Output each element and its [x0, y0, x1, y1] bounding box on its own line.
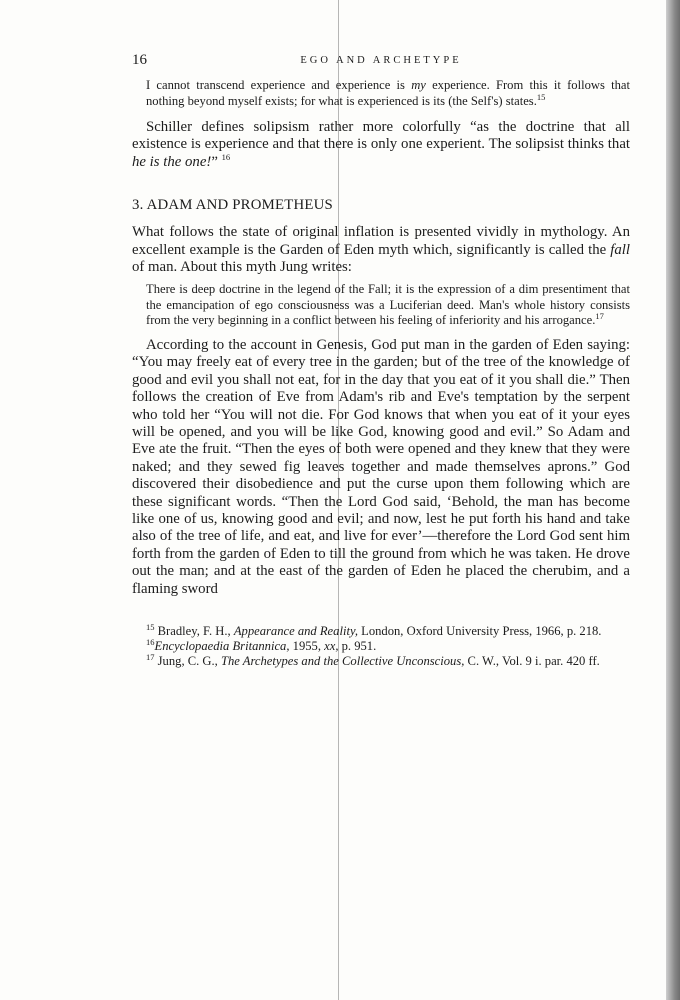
footnote-title: The Archetypes and the Collective Unconscious,	[220, 653, 465, 668]
paragraph-emphasis: is the one!	[149, 153, 212, 170]
page-edge-shadow	[666, 0, 680, 1000]
section-heading: 3. ADAM AND PROMETHEUS	[132, 197, 333, 214]
page-header	[132, 52, 630, 74]
quote-emphasis: my	[411, 78, 426, 92]
running-head: EGO AND ARCHETYPE	[300, 55, 462, 66]
footnote-mark: 15	[146, 621, 155, 632]
quote-text: experience. From this it follows that nothing beyond myself exists; for what is experienced is its (the Self's) states.	[146, 78, 630, 108]
block-quote-solipsism	[146, 78, 630, 109]
quote-text: I cannot transcend experience and experience is	[146, 78, 412, 92]
footnote-17	[132, 651, 630, 669]
footnote-title: Appearance and Reality,	[233, 624, 358, 639]
page-number: 16	[132, 52, 147, 68]
footnote-mark: 17	[146, 651, 155, 662]
quote-text: There is deep doctrine in the legend of the Fall; it is the expression of a dim presentiment that the emancipation of ego consciousness was a Luciferian deed. Man's whole history consists from the very beginning in a conflict between his feeling of inferiority and his arrogance.	[146, 282, 630, 328]
page-content	[132, 52, 630, 668]
footnote-ref: 15	[536, 91, 546, 102]
footnote-text: p. 951.	[338, 638, 377, 653]
footnote-title: Encyclopaedia Britannica,	[154, 638, 290, 653]
paragraph-text: What follows the state of original inflation is presented vividly in mythology. An excellent example is the Garden of Eden myth which, significantly is called the	[132, 224, 630, 258]
paragraph-text: of man. About this myth Jung writes:	[132, 259, 352, 276]
footnote-16	[132, 636, 630, 654]
paragraph-text: Schiller defines solipsism rather more colorfully “as the doctrine that all existence is experience and that there is only one experient. The solipsist thinks that	[132, 119, 630, 153]
footnote-volume: xx,	[324, 638, 339, 653]
paragraph-text: ”	[211, 153, 222, 170]
footnote-15	[132, 621, 630, 639]
footnote-text: Bradley, F. H.,	[154, 624, 234, 639]
footnote-ref: 16	[221, 151, 231, 162]
paragraph-emphasis: he	[132, 153, 146, 170]
block-quote-fall	[146, 282, 630, 329]
footnote-ref: 17	[595, 311, 604, 322]
footnote-mark: 16	[146, 636, 155, 647]
paragraph-emphasis: fall	[610, 241, 630, 258]
paragraph-schiller	[132, 119, 630, 171]
footnotes	[132, 621, 630, 668]
footnote-text: Jung, C. G.,	[154, 653, 221, 668]
footnote-text: 1955,	[289, 638, 325, 653]
footnote-text: London, Oxford University Press, 1966, p. 218.	[357, 624, 602, 639]
paragraph-mythology	[132, 224, 630, 276]
paragraph-genesis: According to the account in Genesis, God put man in the garden of Eden saying: “You may freely eat of every tree in the garden; but of the tree of the knowledge of good and evil you shall not eat, for in the day that you eat of it you shall die.” Then follows the creation of Eve from Adam's rib and Eve's temptation by the serpent who told her “You will not die. For God knows that when you eat of it your eyes will be opened, and you will be like God, knowing good and evil.” So Adam and Eve ate the fruit. “Then the eyes of both were opened and they knew that they were naked; and they sewed fig leaves together and made themselves aprons.” God discovered their disobedience and put the curse upon them following which are these significant words. “Then the Lord God said, ‘Behold, the man has become like one of us, knowing good and evil; and now, lest he put forth his hand and take also of the tree of life, and eat, and live for ever’—therefore the Lord God sent him forth from the garden of Eden to till the ground from which he was taken. He drove out the man; and at the east of the garden of Eden he placed the cherubim, and a flaming sword	[132, 336, 630, 597]
footnote-text: C. W., Vol. 9 i. par. 420 ff.	[464, 653, 600, 668]
